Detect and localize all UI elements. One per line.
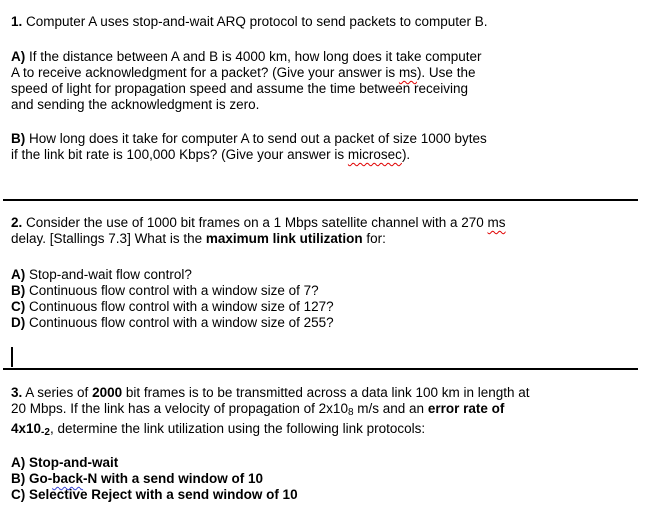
q3-option-c-label: C) (11, 487, 26, 502)
q3-line1-bold: 2000 (92, 385, 123, 400)
q3-exponent-8: 8 (347, 407, 354, 418)
q3-line2-bold: error rate of (427, 401, 505, 416)
q1b-misspelled-word: microsec (347, 147, 402, 162)
q1b-line1: How long does it take for computer A to send out a packet of size 1000 bytes (25, 131, 487, 146)
q2-line2-bold: maximum link utilization (205, 231, 363, 246)
q3-line2a: 20 Mbps. If the link has a velocity of propagation of 2x10 (11, 401, 348, 416)
q3-option-c-text: Selective Reject with a send window of 10 (25, 487, 298, 502)
q1-intro (11, 14, 656, 30)
q1a-label: A) (11, 49, 26, 64)
q3-option-b-grammar-flag: back (52, 471, 84, 486)
section-divider-2 (3, 368, 638, 370)
q2-option-b-label: B) (11, 283, 26, 298)
q2-option-c-text: Continuous flow control with a window size of 127? (25, 299, 334, 314)
q3-option-b-label: B) (11, 471, 26, 486)
q2-line2a: delay. [Stallings 7.3] What is the (11, 231, 206, 246)
q1b-label: B) (11, 131, 26, 146)
q1a-line1: If the distance between A and B is 4000 km, how long does it take computer (25, 49, 482, 64)
q3-option-a-text: Stop-and-wait (25, 455, 119, 470)
q1a-misspelled-word: ms (398, 65, 417, 80)
q3-intro (11, 385, 656, 441)
q3-line1b: bit frames is to be transmitted across a data link 100 km in length at (122, 385, 530, 400)
section-divider-1 (3, 199, 638, 201)
q3-option-b-pre: Go- (25, 471, 53, 486)
q1-number: 1. (11, 14, 23, 29)
q3-option-a-label: A) (11, 455, 26, 470)
q1b-line2a: if the link bit rate is 100,000 Kbps? (Give your answer is (11, 147, 348, 162)
q2-option-b-text: Continuous flow control with a window size of 7? (25, 283, 319, 298)
q3-option-b-post: -N with a send window of 10 (83, 471, 264, 486)
q2-option-d-label: D) (11, 315, 26, 330)
q2-number: 2. (11, 215, 23, 230)
q3-number: 3. (11, 385, 23, 400)
q3-options (11, 455, 656, 503)
q2-intro (11, 215, 656, 247)
q1-intro-text: Computer A uses stop-and-wait ARQ protocol to send packets to computer B. (22, 14, 488, 29)
q2-line1a: Consider the use of 1000 bit frames on a 1 Mbps satellite channel with a 270 (22, 215, 488, 230)
q1b-line2b: ). (401, 147, 411, 162)
q2-line2b: for: (362, 231, 386, 246)
q2-option-a-text: Stop-and-wait flow control? (25, 267, 192, 282)
q1a-line3: speed of light for propagation speed and assume the time between receiving (11, 81, 469, 96)
q3-line3-bold: 4x10 (11, 421, 42, 436)
q2-option-d-text: Continuous flow control with a window size of 255? (25, 315, 334, 330)
q1a-line2a: A to receive acknowledgment for a packet? (Give your answer is (11, 65, 399, 80)
q2-options (11, 267, 656, 331)
q1a-line4: and sending the acknowledgment is zero. (11, 97, 260, 112)
text-cursor (11, 347, 13, 367)
q1-part-a (11, 49, 656, 113)
q1-part-b (11, 131, 656, 163)
q3-line3a: , determine the link utilization using the following link protocols: (49, 421, 426, 436)
q3-exponent-minus2: -2 (41, 427, 50, 438)
q3-line2b: m/s and an (353, 401, 428, 416)
q2-misspelled-word: ms (487, 215, 506, 230)
q2-option-a-label: A) (11, 267, 26, 282)
q1a-line2b: ). Use the (416, 65, 476, 80)
q3-line1a: A series of (22, 385, 93, 400)
q2-option-c-label: C) (11, 299, 26, 314)
